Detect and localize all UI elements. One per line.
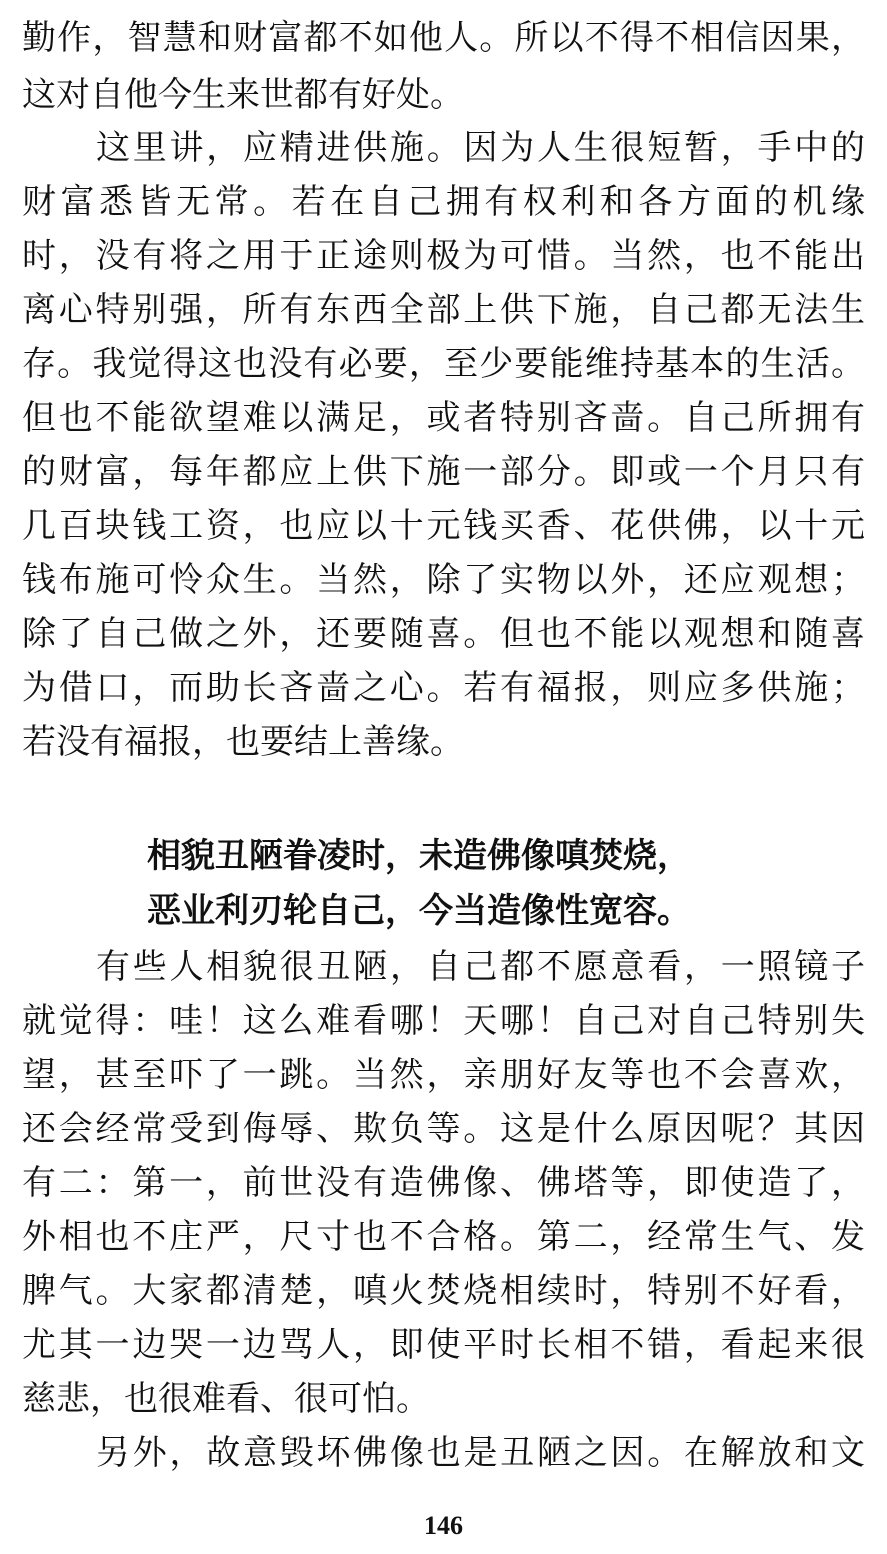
text-line: 为借口，而助长吝啬之心。若有福报，则应多供施；	[22, 668, 865, 708]
text-line: 还会经常受到侮辱、欺负等。这是什么原因呢？其因	[22, 1109, 865, 1149]
text-line: 就觉得：哇！这么难看哪！天哪！自己对自己特别失	[22, 1001, 865, 1041]
text-line: 财富悉皆无常。若在自己拥有权利和各方面的机缘	[22, 182, 865, 222]
text-line: 尤其一边哭一边骂人，即使平时长相不错，看起来很	[22, 1325, 865, 1365]
text-line: 的财富，每年都应上供下施一部分。即或一个月只有	[22, 452, 865, 492]
verse-line-text: 相貌丑陋眷凌时，未造佛像嗔焚烧，	[147, 836, 691, 876]
page-number: 146	[424, 1511, 463, 1540]
text-line: 这对自他今生来世都有好处。	[22, 75, 464, 115]
text-line: 这里讲，应精进供施。因为人生很短暂，手中的	[96, 128, 865, 168]
text-line: 时，没有将之用于正途则极为可惜。当然，也不能出	[22, 236, 865, 276]
text-line: 几百块钱工资，也应以十元钱买香、花供佛，以十元	[22, 506, 865, 546]
text-line: 存。我觉得这也没有必要，至少要能维持基本的生活。	[22, 344, 865, 384]
text-line: 除了自己做之外，还要随喜。但也不能以观想和随喜	[22, 614, 865, 654]
text-line: 外相也不庄严，尺寸也不合格。第二，经常生气、发	[22, 1217, 865, 1257]
text-line: 慈悲，也很难看、很可怕。	[22, 1379, 430, 1419]
text-line: 望，甚至吓了一跳。当然，亲朋好友等也不会喜欢，	[22, 1055, 865, 1095]
verse-line-text: 恶业利刃轮自己，今当造像性宽容。	[147, 891, 691, 931]
text-line: 但也不能欲望难以满足，或者特别吝啬。自己所拥有	[22, 398, 865, 438]
text-line: 勤作，智慧和财富都不如他人。所以不得不相信因果，	[22, 18, 865, 58]
text-line: 离心特别强，所有东西全部上供下施，自己都无法生	[22, 290, 865, 330]
text-line: 有些人相貌很丑陋，自己都不愿意看，一照镜子	[96, 947, 865, 987]
text-line: 脾气。大家都清楚，嗔火焚烧相续时，特别不好看，	[22, 1271, 865, 1311]
text-line: 有二：第一，前世没有造佛像、佛塔等，即使造了，	[22, 1163, 865, 1203]
text-line: 若没有福报，也要结上善缘。	[22, 722, 464, 762]
text-line: 另外，故意毁坏佛像也是丑陋之因。在解放和文	[96, 1433, 865, 1473]
text-line: 钱布施可怜众生。当然，除了实物以外，还应观想；	[22, 560, 865, 600]
